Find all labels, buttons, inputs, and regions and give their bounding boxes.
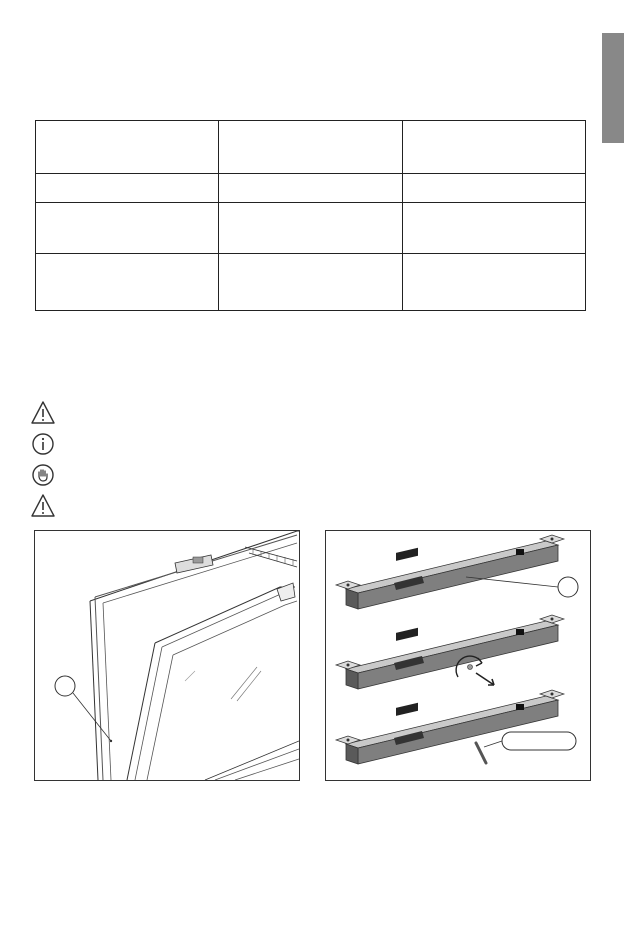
hand-icon bbox=[30, 462, 56, 488]
legend-item bbox=[30, 493, 590, 524]
lock-bar-3 bbox=[336, 690, 564, 764]
callout-circle bbox=[55, 676, 75, 696]
side-tab bbox=[602, 33, 624, 143]
table-cell bbox=[219, 254, 402, 311]
table-cell bbox=[402, 121, 585, 174]
lock-bar-2 bbox=[336, 615, 564, 689]
table-row bbox=[36, 121, 586, 174]
info-icon bbox=[30, 431, 56, 457]
table-row bbox=[36, 174, 586, 203]
door-frame-illustration bbox=[35, 531, 299, 780]
table-cell bbox=[219, 121, 402, 174]
callout-circle bbox=[558, 577, 578, 597]
symbol-legend bbox=[30, 400, 590, 524]
legend-item bbox=[30, 431, 590, 462]
lock-bar-illustration bbox=[326, 531, 590, 780]
pull-arrow-icon bbox=[476, 673, 494, 685]
table-cell bbox=[36, 174, 219, 203]
figure-lock-bars bbox=[325, 530, 591, 781]
table-cell bbox=[219, 174, 402, 203]
pin-tool bbox=[476, 743, 486, 763]
lock-bar-1 bbox=[336, 535, 564, 609]
table-cell bbox=[402, 174, 585, 203]
warning-triangle-icon bbox=[30, 400, 56, 426]
spec-table bbox=[35, 120, 586, 311]
table-cell bbox=[36, 254, 219, 311]
table-row bbox=[36, 203, 586, 254]
legend-item bbox=[30, 462, 590, 493]
warning-triangle-icon bbox=[30, 493, 56, 519]
table-cell bbox=[36, 121, 219, 174]
tool-label-box bbox=[502, 732, 576, 750]
table-cell bbox=[219, 203, 402, 254]
figure-door-frame bbox=[34, 530, 300, 781]
table-row bbox=[36, 254, 586, 311]
table-cell bbox=[36, 203, 219, 254]
legend-item bbox=[30, 400, 590, 431]
table-cell bbox=[402, 203, 585, 254]
table-cell bbox=[402, 254, 585, 311]
